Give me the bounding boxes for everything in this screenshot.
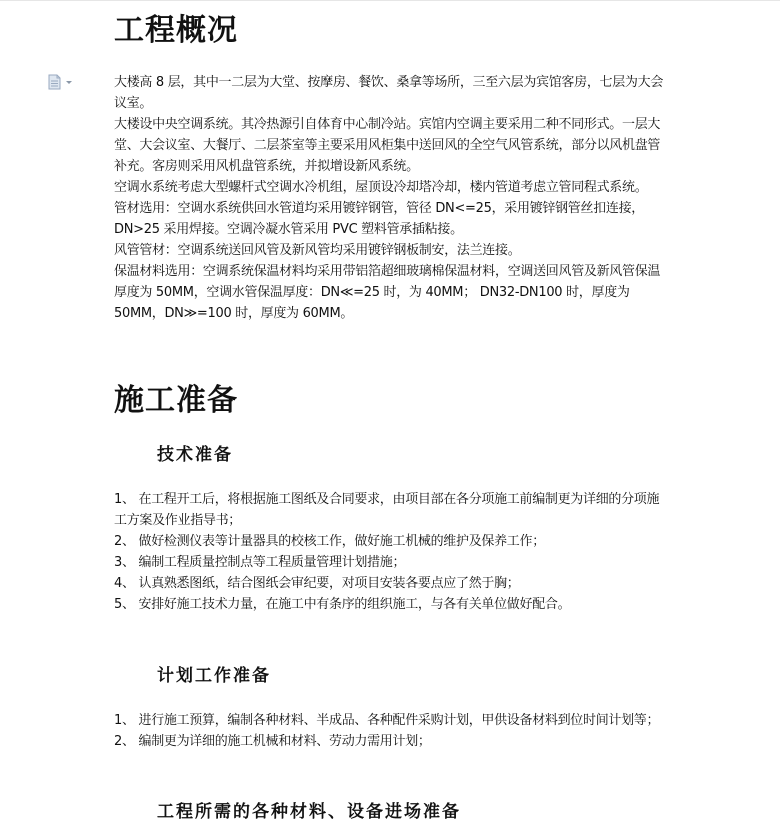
document-menu-icon[interactable]: [47, 74, 75, 90]
list-item: 1、 进行施工预算，编制各种材料、半成品、各种配件采购计划，甲供设备材料到位时间计划等；: [114, 713, 660, 728]
overview-paragraph: 空调水系统考虑大型螺杆式空调水冷机组，屋顶设冷却塔冷却，楼内管道考虑立管同程式系统。: [114, 180, 648, 195]
list-item: 4、 认真熟悉图纸，结合图纸会审纪要，对项目安装各要点应了然于胸；: [114, 576, 520, 591]
overview-paragraph: 保温材料选用：空调系统保温材料均采用带铝箔超细玻璃棉保温材料，空调送回风管及新风管保温厚度为 50MM，空调水管保温厚度：DN≪=25 时，为 40MM； DN32-DN100 时，厚度为 50MM，DN≫=100 时，厚度为 60MM。: [114, 264, 661, 321]
list-item: 5、 安排好施工技术力量，在施工中有条序的组织施工，与各有关单位做好配合。: [114, 597, 571, 612]
list-item: 3、 编制工程质量控制点等工程质量管理计划措施；: [114, 555, 406, 570]
subsection-title-planning: 计划工作准备: [157, 666, 271, 686]
subsection-title-materials: 工程所需的各种材料、设备进场准备: [157, 802, 461, 822]
overview-paragraph: 风管管材：空调系统送回风管及新风管均采用镀锌钢板制安，法兰连接。: [114, 243, 521, 258]
subsection-title-technical: 技术准备: [157, 445, 233, 465]
list-item: 2、 编制更为详细的施工机械和材料、劳动力需用计划；: [114, 734, 431, 749]
list-item: 2、 做好检测仪表等计量器具的校核工作，做好施工机械的维护及保养工作；: [114, 534, 545, 549]
overview-paragraph: 管材选用：空调水系统供回水管道均采用镀锌钢管，管径 DN<=25，采用镀锌钢管丝扣连接，DN>25 采用焊接。空调冷凝水管采用 PVC 塑料管承插粘接。: [114, 201, 644, 237]
section-title-preparation: 施工准备: [114, 383, 238, 418]
section-title-overview: 工程概况: [114, 13, 238, 48]
planning-list: [114, 710, 670, 752]
overview-paragraph: 大楼高 8 层，其中一二层为大堂、按摩房、餐饮、桑拿等场所，三至六层为宾馆客房，七层为大会议室。: [114, 75, 664, 111]
top-divider: [0, 0, 780, 1]
overview-body: [114, 72, 670, 324]
list-item: 1、 在工程开工后，将根据施工图纸及合同要求，由项目部在各分项施工前编制更为详细的分项施工方案及作业指导书；: [114, 492, 660, 528]
technical-list: [114, 489, 670, 615]
overview-paragraph: 大楼设中央空调系统。其冷热源引自体育中心制冷站。宾馆内空调主要采用二种不同形式。一层大堂、大会议室、大餐厅、二层茶室等主要采用风柜集中送回风的全空气风管系统，部分以风机盘管补充。客房则采用风机盘管系统，并拟增设新风系统。: [114, 117, 661, 174]
